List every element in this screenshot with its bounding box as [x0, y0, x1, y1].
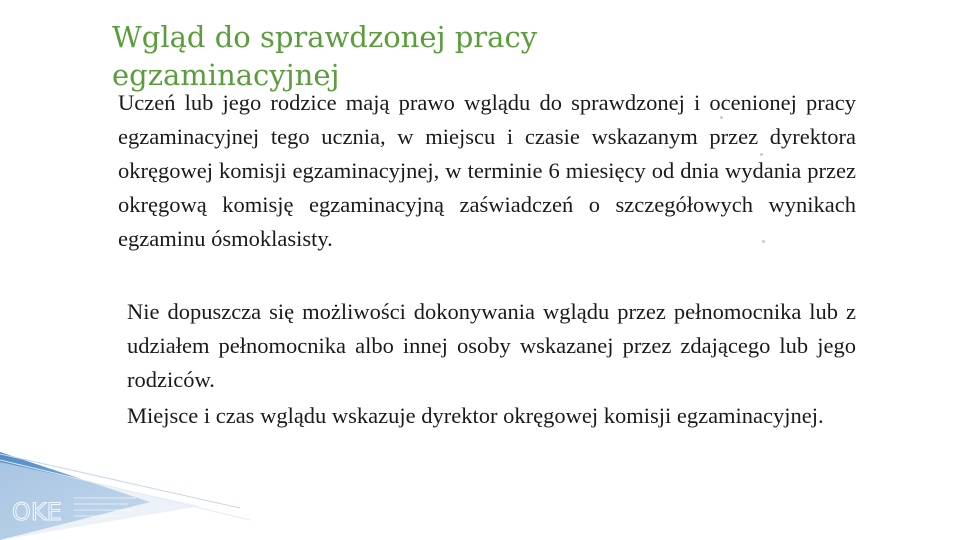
- decorative-dot: [720, 116, 723, 119]
- decorative-dot: [762, 240, 765, 243]
- svg-text:OKE: OKE: [12, 498, 62, 526]
- slide-title: Wgląd do sprawdzonej pracy egzaminacyjnej: [112, 20, 538, 92]
- paragraph-3: Miejsce i czas wglądu wskazuje dyrektor okręgowej komisji egzaminacyjnej.: [127, 403, 824, 428]
- oke-logo: [8, 490, 148, 530]
- paragraph-2: Nie dopuszcza się możliwości dokonywania wglądu przez pełnomocnika lub z udziałem pełnomocnika albo innej osoby wskazanej przez zdającego lub jego rodziców.: [127, 299, 856, 392]
- decorative-dot: [760, 153, 763, 156]
- paragraph-1: Uczeń lub jego rodzice mają prawo wglądu do sprawdzonej i ocenionej pracy egzaminacyjnej tego ucznia, w miejscu i czasie wskazanym przez dyrektora okręgowej komisji egzaminacyjnej, w terminie 6 miesięcy od dnia wydania przez okręgową komisję egzaminacyjną zaświadczeń o szczegółowych wynikach egzaminu ósmoklasisty.: [118, 90, 856, 251]
